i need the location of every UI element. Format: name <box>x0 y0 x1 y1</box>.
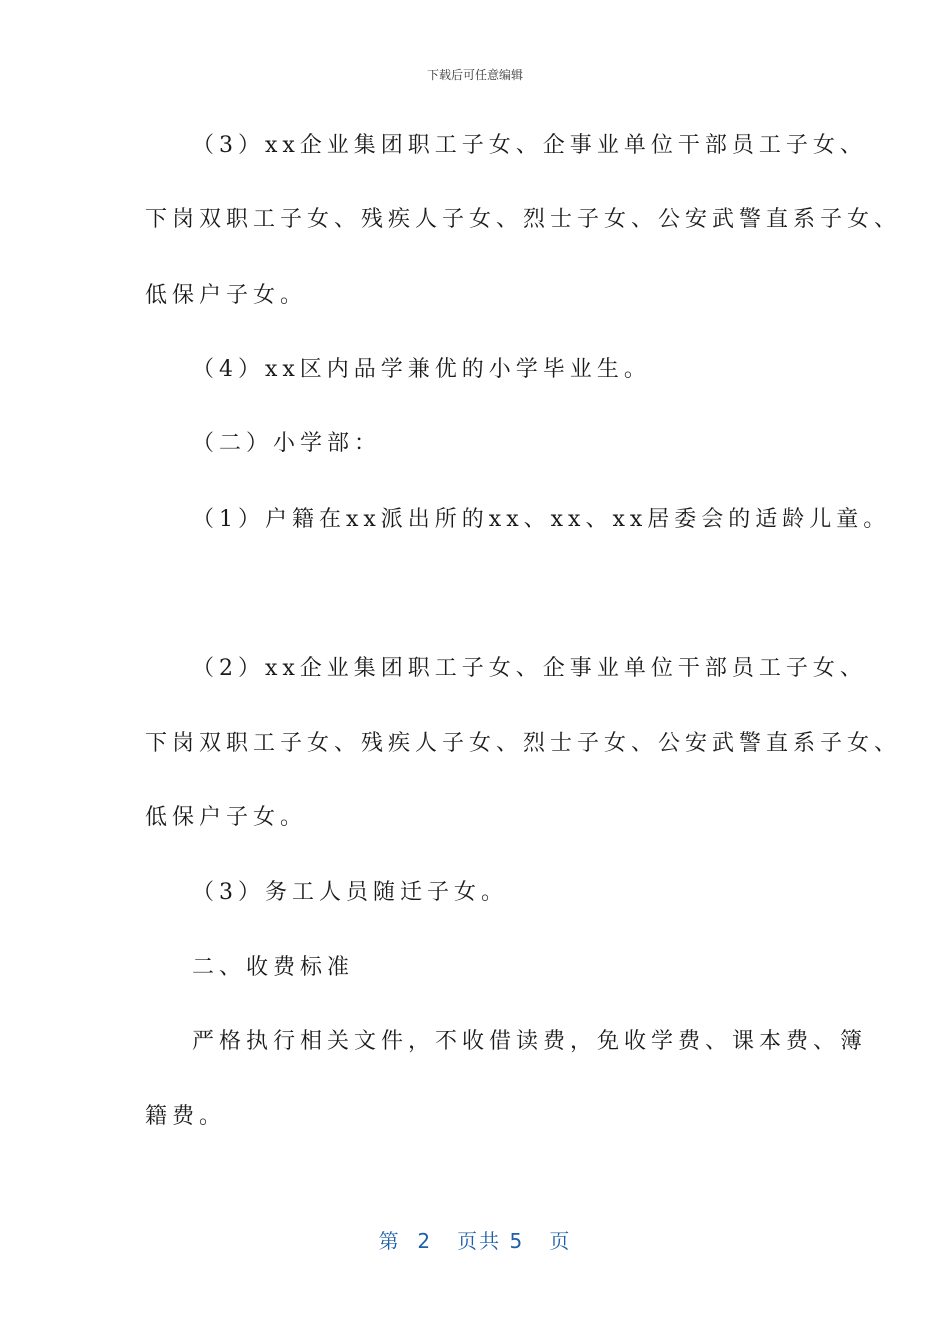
paragraph-line: （3）务工人员随迁子女。 <box>192 880 508 905</box>
section-heading: 二、收费标准 <box>192 955 355 980</box>
paragraph-line: 下岗双职工子女、残疾人子女、烈士子女、公安武警直系子女、 <box>145 731 902 756</box>
paragraph-line: 低保户子女。 <box>145 283 308 308</box>
paragraph-line: （3）xx企业集团职工子女、企事业单位干部员工子女、 <box>192 133 867 158</box>
paragraph-line: （2）xx企业集团职工子女、企事业单位干部员工子女、 <box>192 656 867 681</box>
footer-total-pages: 5 <box>509 1229 525 1253</box>
footer-label-prefix: 第 <box>378 1229 401 1253</box>
footer-current-page: 2 <box>417 1229 433 1253</box>
page-header: 下载后可任意编辑 <box>426 68 523 82</box>
paragraph-line: （4）xx区内品学兼优的小学毕业生。 <box>192 357 651 382</box>
paragraph-line: 籍费。 <box>145 1104 227 1129</box>
footer-label-suffix: 页 <box>549 1229 572 1253</box>
paragraph-line: 严格执行相关文件，不收借读费，免收学费、课本费、簿 <box>192 1029 868 1054</box>
paragraph-line: （1）户籍在xx派出所的xx、xx、xx居委会的适龄儿童。 <box>192 507 891 532</box>
footer-label-mid: 页共 <box>457 1229 502 1253</box>
paragraph-line: 低保户子女。 <box>145 805 308 830</box>
page-footer <box>0 1225 950 1254</box>
paragraph-line: 下岗双职工子女、残疾人子女、烈士子女、公安武警直系子女、 <box>145 207 902 232</box>
section-heading: （二）小学部： <box>192 431 382 456</box>
